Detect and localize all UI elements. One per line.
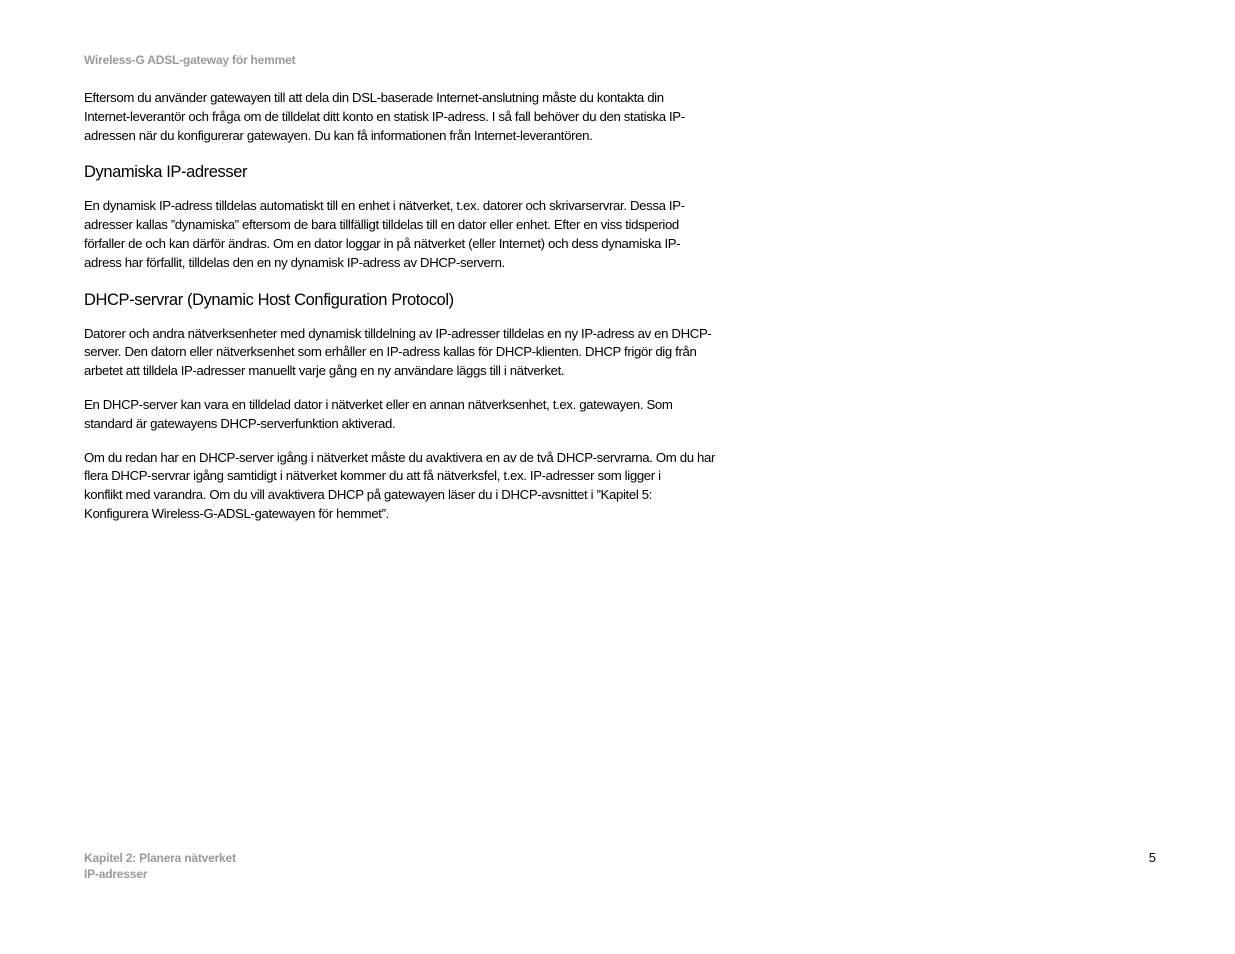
text-line: server. Den datorn eller nätverksenhet som erhåller en IP-adress kallas för DHCP-klienten. DHCP frigör dig från: [84, 344, 697, 360]
dhcp-paragraph-2: [84, 396, 764, 434]
text-line: konflikt med varandra. Om du vill avaktivera DHCP på gatewayen läser du i DHCP-avsnittet i ”Kapitel 5:: [84, 487, 653, 503]
text-line: Datorer och andra nätverksenheter med dynamisk tilldelning av IP-adresser tilldelas en ny IP-adress av en DHCP-: [84, 325, 712, 341]
page-content: [84, 89, 764, 524]
footer-section: IP-adresser: [84, 867, 148, 881]
dhcp-paragraph-3: [84, 449, 764, 524]
section-heading-dynamic: Dynamiska IP-adresser: [84, 163, 248, 182]
text-line: adresser kallas ”dynamiska” eftersom de bara tillfälligt tilldelas till en dator eller enhet. Efter en viss tidsperiod: [84, 217, 679, 233]
running-header: Wireless-G ADSL-gateway för hemmet: [84, 53, 296, 67]
text-line: Internet-leverantör och fråga om de tilldelat ditt konto en statisk IP-adress. I så fall behöver du den statiska IP-: [84, 108, 685, 124]
section-heading-dhcp: DHCP-servrar (Dynamic Host Configuration Protocol): [84, 290, 454, 309]
text-line: En DHCP-server kan vara en tilldelad dator i nätverket eller en annan nätverksenhet, t.ex. gatewayen. Som: [84, 396, 673, 412]
text-line: En dynamisk IP-adress tilldelas automatiskt till en enhet i nätverket, t.ex. datorer och skrivarservrar. Dessa IP-: [84, 198, 685, 214]
text-line: flera DHCP-servrar igång samtidigt i nätverket kommer du att få nätverksfel, t.ex. IP-adresser som ligger i: [84, 468, 661, 484]
text-line: Om du redan har en DHCP-server igång i nätverket måste du avaktivera en av de två DHCP-servrarna. Om du har: [84, 449, 716, 465]
text-line: arbetet att tilldela IP-adresser manuellt varje gång en ny användare läggs till i nätverket.: [84, 363, 565, 379]
text-line: adress har förfallit, tilldelas den en ny dynamisk IP-adress av DHCP-servern.: [84, 254, 505, 270]
dhcp-paragraph-1: [84, 325, 764, 381]
dynamic-paragraph: [84, 197, 764, 272]
text-line: Konfigurera Wireless-G-ADSL-gatewayen för hemmet”.: [84, 505, 389, 521]
intro-paragraph: [84, 89, 764, 145]
text-line: Eftersom du använder gatewayen till att dela din DSL-baserade Internet-anslutning måste du kontakta din: [84, 90, 664, 105]
text-line: förfaller de och kan därför ändras. Om en dator loggar in på nätverket (eller Internet) och dess dynamiska IP-: [84, 235, 681, 251]
footer-chapter: Kapitel 2: Planera nätverket: [84, 851, 236, 865]
running-footer: [84, 850, 236, 882]
text-line: adressen när du konfigurerar gatewayen. Du kan få informationen från Internet-leverantören.: [84, 127, 593, 143]
text-line: standard är gatewayens DHCP-serverfunktion aktiverad.: [84, 415, 396, 431]
page-number: 5: [1148, 850, 1156, 865]
